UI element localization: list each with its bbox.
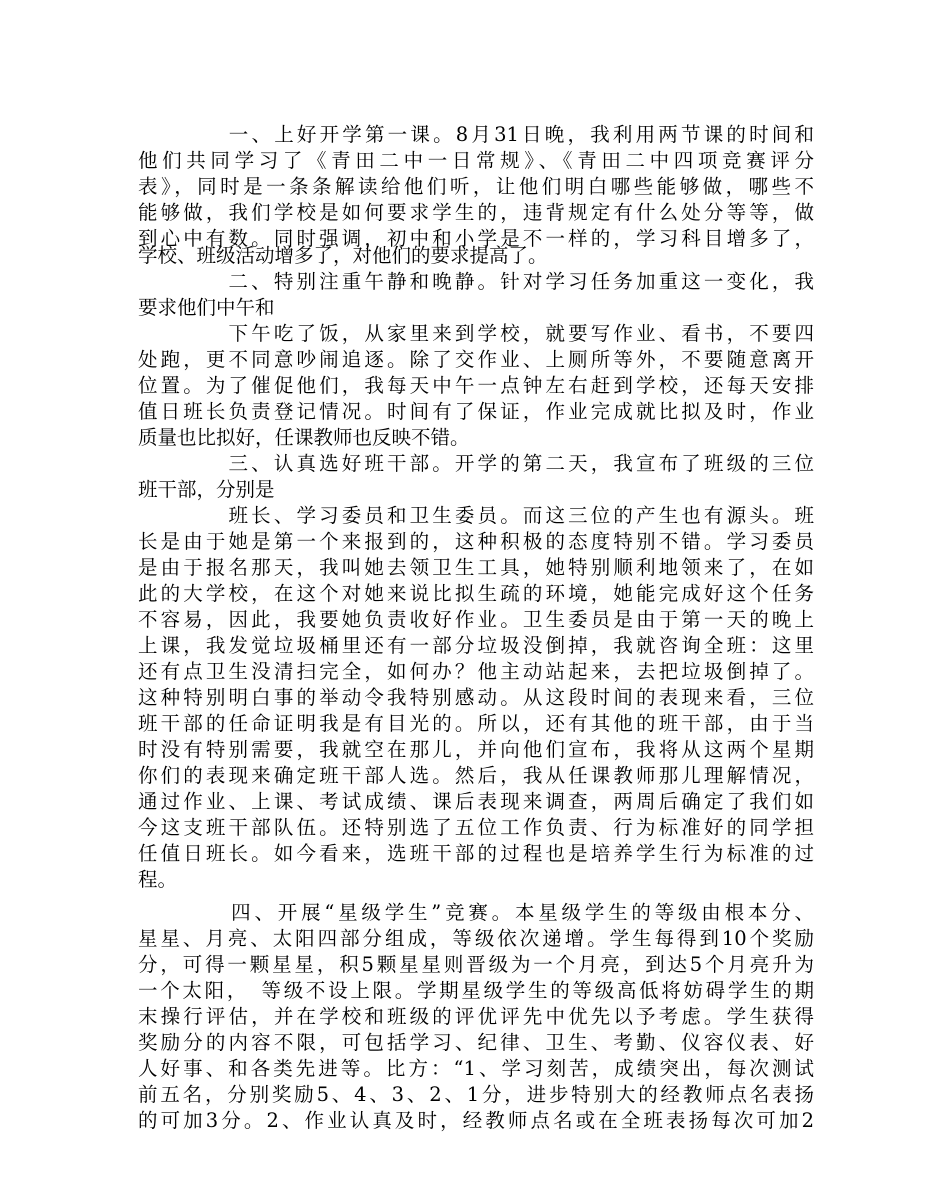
text-line: 三、认真选好班干部。开学的第二天，我宣布了班级的三位 [138,452,814,475]
text-line: 程。 [138,868,178,891]
text-line: 通过作业、上课、考试成绩、课后表现来调查，两周后确定了我们如 [138,790,814,813]
text-line: 四、开展“星级学生”竞赛。本星级学生的等级由根本分、 [138,901,814,924]
text-line: 下午吃了饭，从家里来到学校，就要写作业、看书，不要四 [138,322,814,345]
text-line: 到心中有数。同时强调，初中和小学是不一样的，学习科目增多了， [138,227,814,250]
text-line: 要求他们中午和 [138,296,275,319]
text-line: 你们的表现来确定班干部人选。然后，我从任课教师那儿理解情况， [138,764,814,787]
text-line: 前五名，分别奖励5、4、3、2、1分，进步特别大的经教师点名表扬 [138,1083,814,1106]
text-line: 不容易，因此，我要她负责收好作业。卫生委员是由于第一天的晚上 [138,608,814,631]
text-line: 一、上好开学第一课。8月31日晚，我利用两节课的时间和 [138,123,814,146]
text-line: 二、特别注重午静和晚静。针对学习任务加重这一变化，我 [138,270,814,293]
text-line: 位置。为了催促他们，我每天中午一点钟左右赶到学校，还每天安排 [138,374,814,397]
text-line: 时没有特别需要，我就空在那儿，并向他们宣布，我将从这两个星期 [138,738,814,761]
text-line: 是由于报名那天，我叫她去领卫生工具，她特别顺利地领来了，在如 [138,556,814,579]
text-line: 任值日班长。如今看来，选班干部的过程也是培养学生行为标准的过 [138,842,814,865]
text-line: 人好事、和各类先进等。比方：“1、学习刻苦，成绩突出，每次测试 [138,1057,814,1080]
text-line: 班干部，分别是 [138,478,275,501]
text-line: 值日班长负责登记情况。时间有了保证，作业完成就比拟及时，作业 [138,400,814,423]
text-line: 此的大学校，在这个对她来说比拟生疏的环境，她能完成好这个任务 [138,582,814,605]
text-line: 奖励分的内容不限，可包括学习、纪律、卫生、考勤、仪容仪表、好 [138,1031,814,1054]
text-line: 班干部的任命证明我是有目光的。所以，还有其他的班干部，由于当 [138,712,814,735]
text-line: 长是由于她是第一个来报到的，这种积极的态度特别不错。学习委员 [138,530,814,553]
text-line: 这种特别明白事的举动令我特别感动。从这段时间的表现来看，三位 [138,686,814,709]
text-line: 星星、月亮、太阳四部分组成，等级依次递增。学生每得到10个奖励 [138,927,814,950]
text-line: 处跑，更不同意吵闹追逐。除了交作业、上厕所等外，不要随意离开 [138,348,814,371]
text-line: 质量也比拟好，任课教师也反映不错。 [138,426,470,449]
text-line: 学校、班级活动增多了，对他们的要求提高了。 [138,244,548,267]
text-line: 一个太阳， 等级不设上限。学期星级学生的等级高低将妨碍学生的期 [138,979,814,1002]
text-line: 还有点卫生没清扫完全，如何办？他主动站起来，去把垃圾倒掉了。 [138,660,814,683]
text-line: 上课，我发觉垃圾桶里还有一部分垃圾没倒掉，我就咨询全班：这里 [138,634,814,657]
text-line: 末操行评估，并在学校和班级的评优评先中优先以予考虑。学生获得 [138,1005,814,1028]
text-line: 他们共同学习了《青田二中一日常规》、《青田二中四项竞赛评分 [138,149,814,172]
text-line: 的可加3分。2、作业认真及时，经教师点名或在全班表扬每次可加2 [138,1109,814,1132]
text-line: 班长、学习委员和卫生委员。而这三位的产生也有源头。班 [138,504,814,527]
text-line: 能够做，我们学校是如何要求学生的，违背规定有什么处分等等，做 [138,201,814,224]
text-line: 表》，同时是一条条解读给他们听，让他们明白哪些能够做，哪些不 [138,175,814,198]
text-line: 今这支班干部队伍。还特别选了五位工作负责、行为标准好的同学担 [138,816,814,839]
text-line: 分，可得一颗星星，积5颗星星则晋级为一个月亮，到达5个月亮升为 [138,953,814,976]
